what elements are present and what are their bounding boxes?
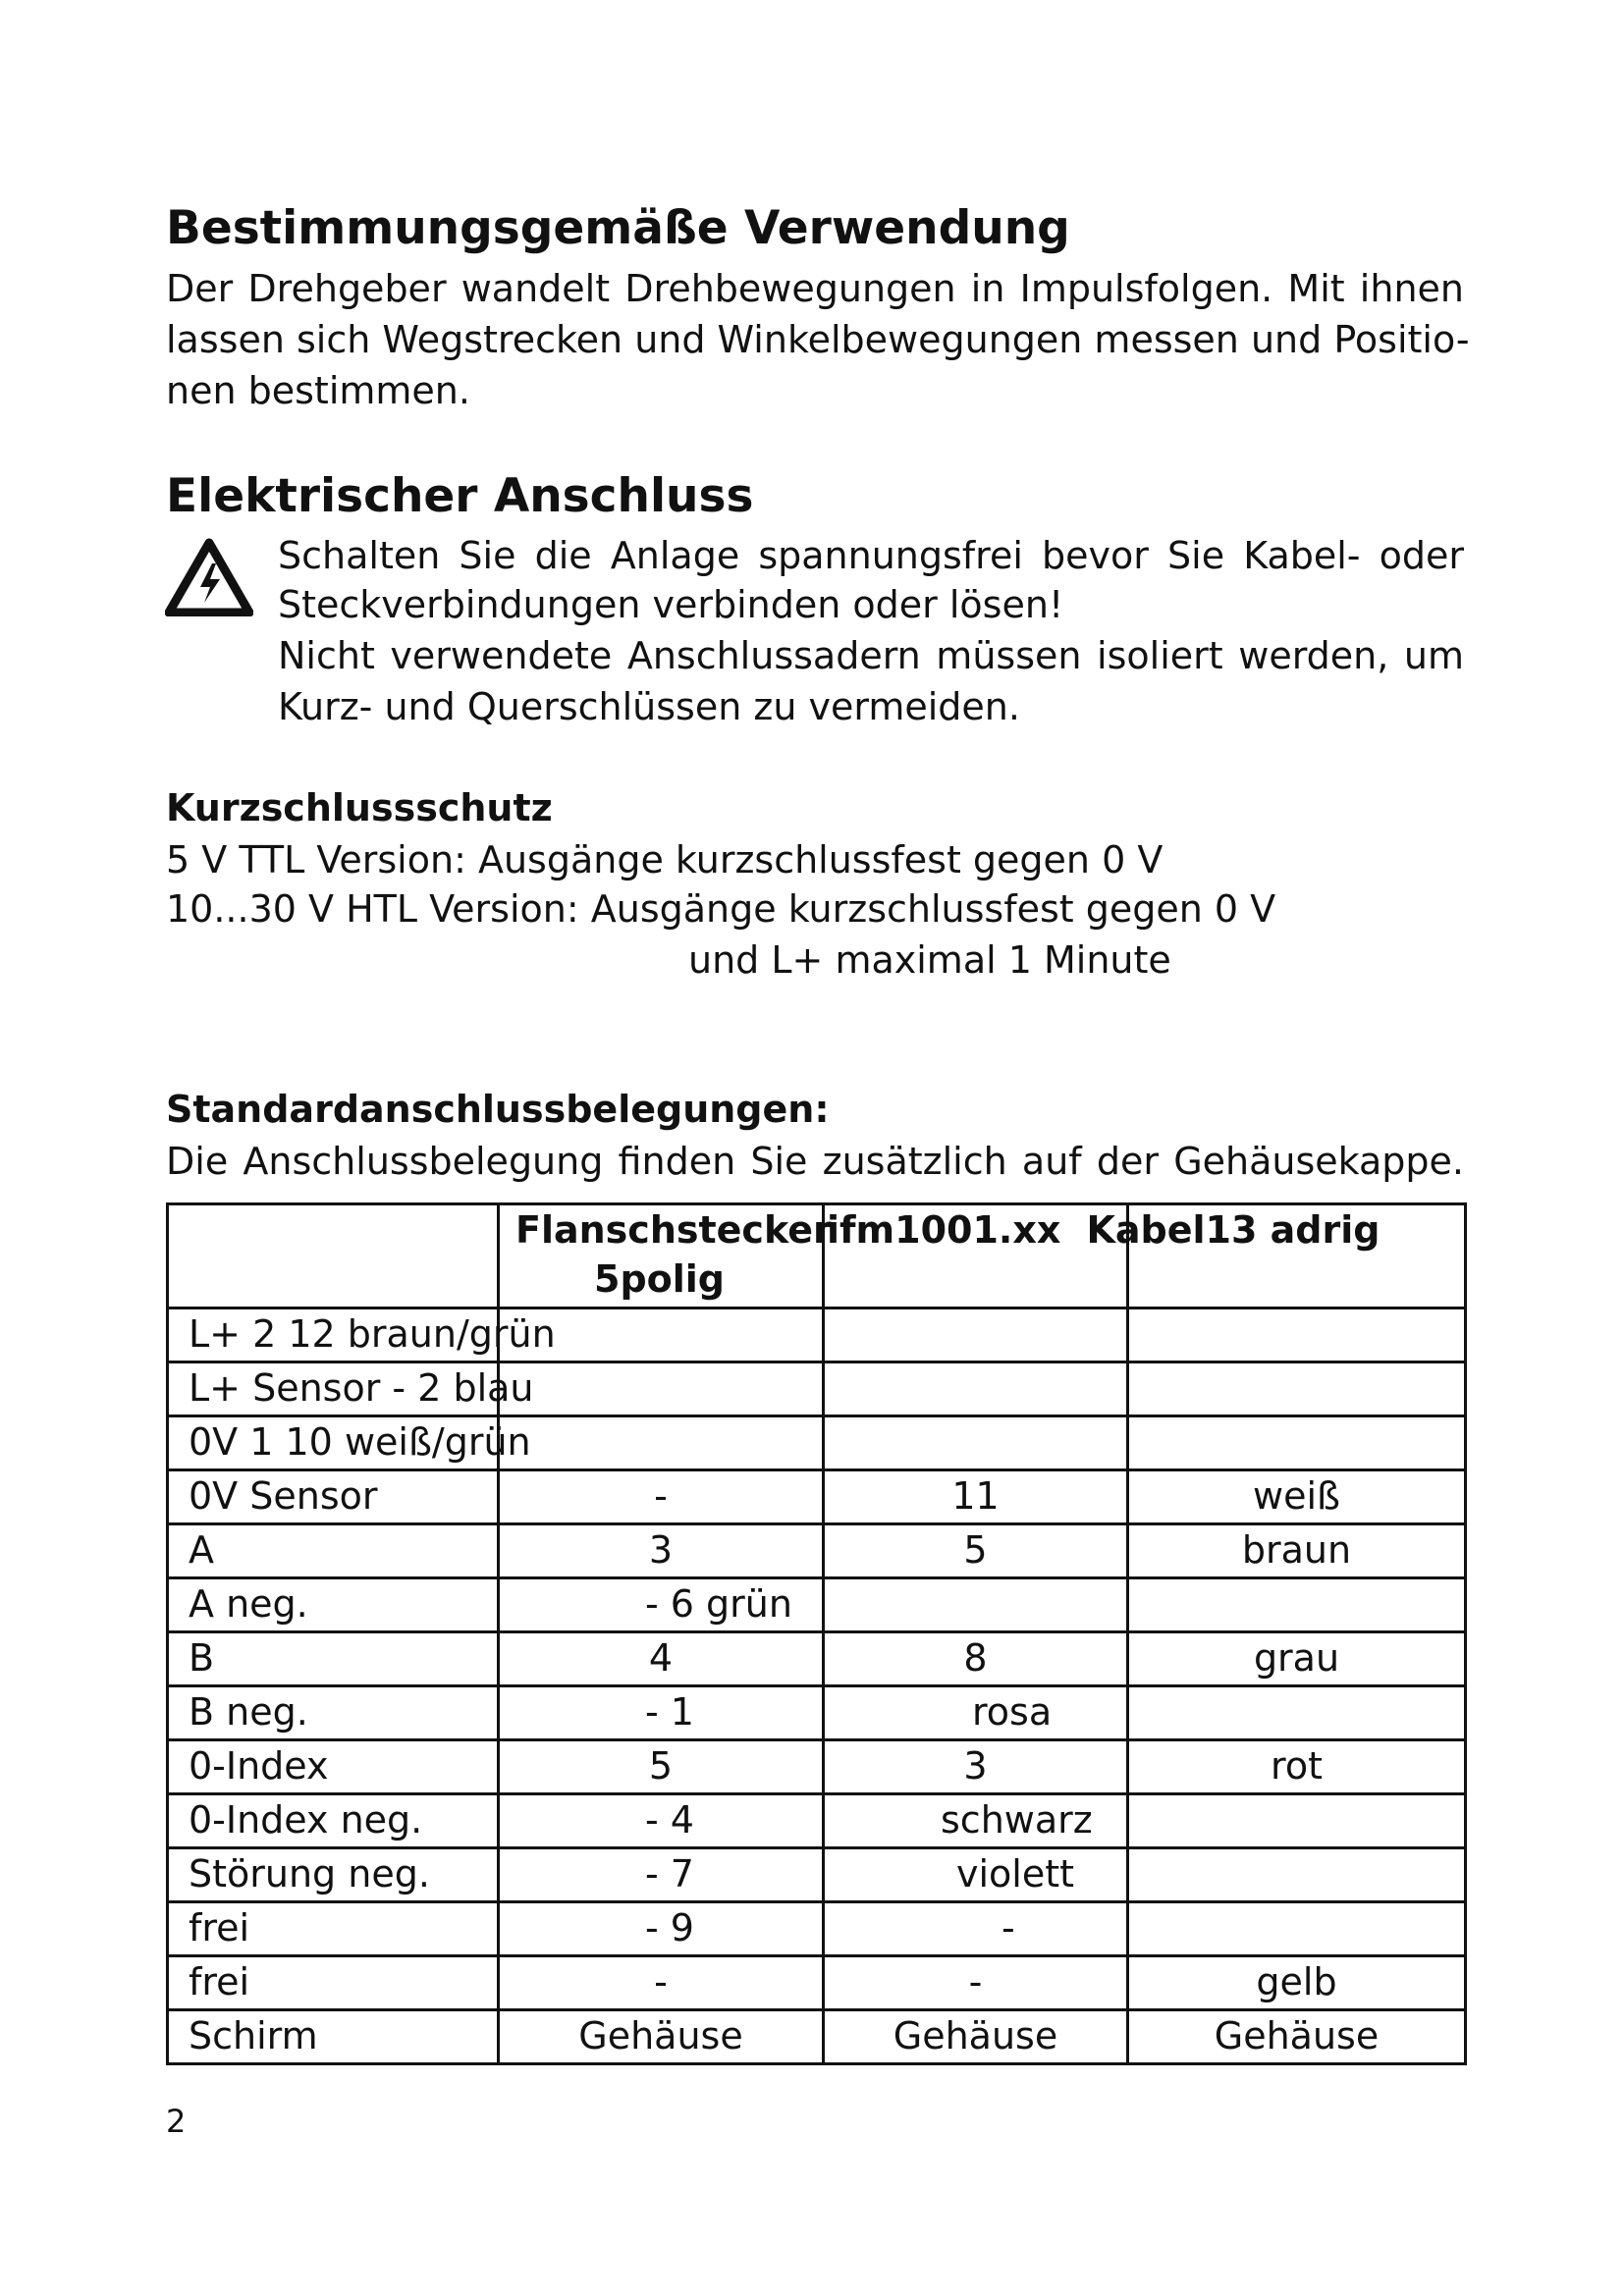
high-voltage-warning-icon [165, 538, 253, 616]
section-title-intended-use: Bestimmungsgemäße Verwendung [166, 201, 1070, 255]
ifm-pin: - [824, 1902, 1128, 1956]
paragraph-line: Der Drehgeber wandelt Drehbewegungen in Impulsfolgen. Mit ihnen [166, 267, 1464, 310]
row-label: B [168, 1632, 499, 1686]
warning-line: Kurz- und Querschlüssen zu vermeiden. [278, 685, 1020, 728]
spec-line: 10...30 V HTL Version: Ausgänge kurzschlussfest gegen 0 V [166, 887, 1276, 931]
table-row [168, 1848, 1466, 1902]
row-label: B neg. [168, 1686, 499, 1740]
cable-color: weiß [1128, 1470, 1466, 1524]
flange-pin: - 9 [499, 1902, 824, 1956]
flange-pin: 3 [499, 1524, 824, 1578]
table-row [168, 1686, 1466, 1740]
paragraph-line: lassen sich Wegstrecken und Winkelbewegungen messen und Positio- [166, 318, 1470, 361]
ifm-pin: schwarz [824, 1794, 1128, 1848]
table-row [168, 1416, 1466, 1470]
table-header-cell [168, 1204, 499, 1308]
row-label: frei [168, 1902, 499, 1956]
row-label: A neg. [168, 1578, 499, 1632]
table-row [168, 1470, 1466, 1524]
flange-pin: - 6 grün [499, 1578, 824, 1632]
cable-color: braun [1128, 1524, 1466, 1578]
flange-pin: 5 [499, 1740, 824, 1794]
row-label: A [168, 1524, 499, 1578]
table-row [168, 1902, 1466, 1956]
row-label: 0V 1 10 weiß/grün [189, 1420, 531, 1464]
row-label: 0-Index neg. [168, 1794, 499, 1848]
warning-line: Nicht verwendete Anschlussadern müssen isoliert werden, um [278, 634, 1464, 677]
table-header-cell [499, 1204, 832, 1308]
row-label: Störung neg. [168, 1848, 499, 1902]
header-ifm-cable: ifm1001.xx [827, 1208, 1061, 1252]
table-header-row [168, 1204, 1466, 1308]
cable-color: Gehäuse [1128, 2010, 1466, 2064]
spec-line: und L+ maximal 1 Minute [688, 938, 1171, 982]
ifm-pin: 5 [824, 1524, 1128, 1578]
table-row [168, 1740, 1466, 1794]
table-row [168, 1362, 1466, 1416]
subsection-title-short-circuit: Kurzschlussschutz [166, 786, 553, 829]
flange-pin: - [499, 1956, 824, 2010]
flange-pin: 4 [499, 1632, 824, 1686]
table-row [168, 1794, 1466, 1848]
table-header-cell [824, 1204, 1380, 1308]
table-row [168, 1956, 1466, 2010]
row-label: L+ Sensor - 2 blau [189, 1366, 534, 1410]
table-row [168, 1578, 1466, 1632]
ifm-pin: violett [824, 1848, 1128, 1902]
flange-pin: - [499, 1470, 824, 1524]
ifm-pin: - [824, 1956, 1128, 2010]
header-5-pin: 5polig [594, 1257, 725, 1301]
cable-color: gelb [1128, 1956, 1466, 2010]
spec-line: 5 V TTL Version: Ausgänge kurzschlussfest gegen 0 V [166, 838, 1164, 881]
row-label: Schirm [168, 2010, 499, 2064]
flange-pin: - 4 [499, 1794, 824, 1848]
ifm-pin: 8 [824, 1632, 1128, 1686]
table-row [168, 1632, 1466, 1686]
header-13-core-cable: Kabel13 adrig [1086, 1208, 1380, 1252]
ifm-pin: 3 [824, 1740, 1128, 1794]
header-flange-connector: Flanschstecker [515, 1208, 832, 1252]
subsection-title-pin-assignment: Standardanschlussbelegungen: [166, 1088, 830, 1131]
table-row [168, 1524, 1466, 1578]
row-label: L+ 2 12 braun/grün [189, 1312, 556, 1356]
flange-pin: - 7 [499, 1848, 824, 1902]
row-label: 0-Index [168, 1740, 499, 1794]
table-row [168, 1308, 1466, 1362]
warning-line: Schalten Sie die Anlage spannungsfrei bevor Sie Kabel- oder [278, 534, 1464, 577]
flange-pin: Gehäuse [499, 2010, 824, 2064]
flange-pin: - 1 [499, 1686, 824, 1740]
warning-line: Steckverbindungen verbinden oder lösen! [278, 583, 1064, 626]
ifm-pin: 11 [824, 1470, 1128, 1524]
page-number: 2 [166, 2103, 187, 2140]
paragraph-line: nen bestimmen. [166, 369, 470, 412]
table-row [168, 2010, 1466, 2064]
cable-color: grau [1128, 1632, 1466, 1686]
row-label: frei [168, 1956, 499, 2010]
pin-assignment-table [166, 1202, 1467, 2065]
cable-color: rot [1128, 1740, 1466, 1794]
ifm-pin: Gehäuse [824, 2010, 1128, 2064]
section-title-electrical-connection: Elektrischer Anschluss [166, 469, 754, 523]
row-label: 0V Sensor [168, 1470, 499, 1524]
ifm-pin: rosa [824, 1686, 1128, 1740]
pin-assignment-intro: Die Anschlussbelegung finden Sie zusätzlich auf der Gehäusekappe. [166, 1140, 1464, 1183]
